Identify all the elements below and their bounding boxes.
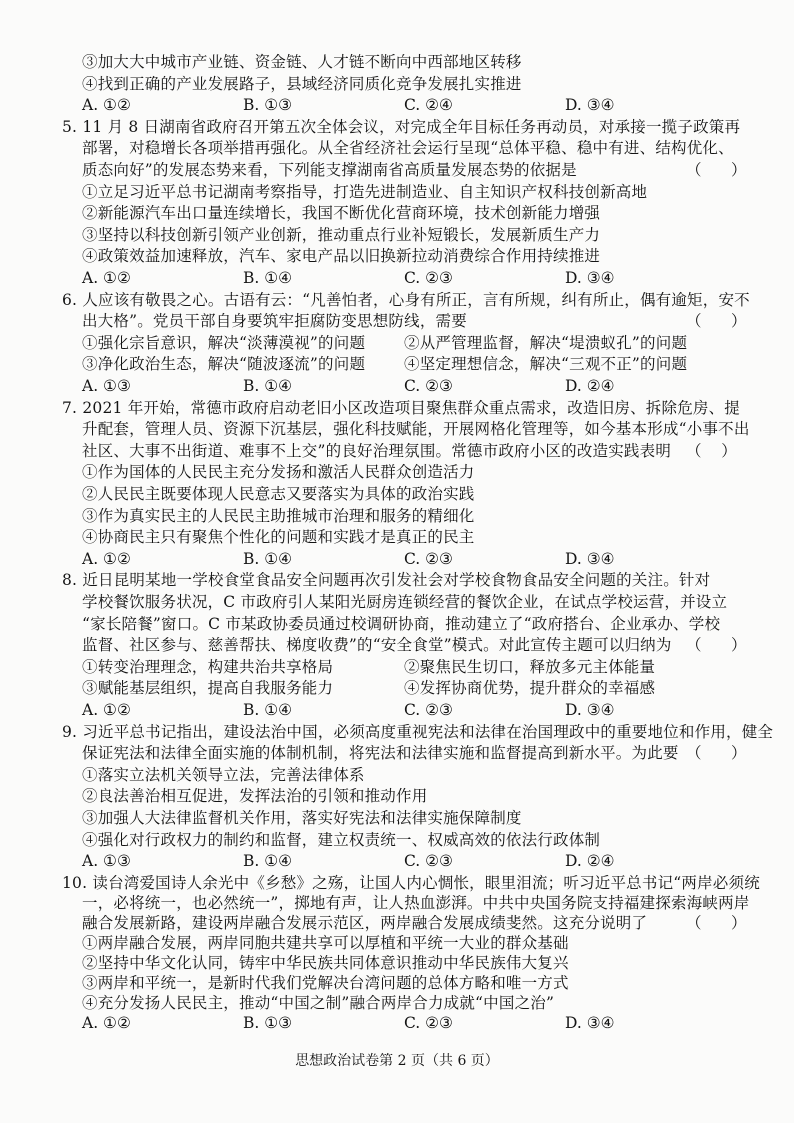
q9-item-3: ③加强人大法律监督机关作用，落实好宪法和法律实施保障制度 — [82, 809, 522, 827]
q4-item-3: ③加大大中城市产业链、资金链、人才链不断向中西部地区转移 — [82, 53, 522, 71]
q9-option-c: C. ②③ — [404, 852, 453, 871]
q10-option-d: D. ③④ — [565, 1013, 615, 1032]
q8-stem-line-3: “家长陪餐”窗口。C 市某政协委员通过校调研协商，推动建立了“政府搭台、企业承办、学校 — [82, 614, 721, 633]
q7-item-2: ②人民民主既要体现人民意志又要落实为具体的政治实践 — [82, 485, 475, 503]
q8-stem-line-1: 8. 近日昆明某地一学校食堂食品安全问题再次引发社会对学校食物食品安全问题的关注。针对 — [62, 571, 711, 590]
q5-option-a: A. ①② — [82, 269, 131, 287]
q7-stem-line-2: 升配套，管理人员、资源下沉基层，强化科技赋能，开展网格化管理等，如今基本形成“小事不出 — [82, 420, 750, 439]
q5-stem-line-3: 质态向好”的发展态势来看，下列能支撑湖南省高质量发展态势的依据是 — [82, 161, 577, 179]
q5-item-2: ②新能源汽车出口量连续增长，我国不断优化营商环境，技术创新能力增强 — [82, 204, 601, 223]
q6-item-2: ②从严管理监督，解决“堤溃蚁孔”的问题 — [404, 333, 688, 352]
q5-stem-line-1: 5. 11 月 8 日湖南省政府召开第五次全体会议，对完成全年目标任务再动员，对承接一揽子政策再 — [62, 117, 741, 136]
q5-item-3: ③坚持以科技创新引领产业创新，推动重点行业补短锻长，发展新质生产力 — [82, 225, 601, 244]
q8-option-b: B. ①④ — [243, 701, 293, 719]
q4-option-c: C. ②④ — [404, 96, 453, 115]
q9-option-d: D. ②④ — [565, 852, 615, 871]
q5-item-4: ④政策效益加速释放，汽车、家电产品以旧换新拉动消费综合作用持续推进 — [82, 247, 601, 266]
q7-item-1: ①作为国体的人民民主充分发扬和激活人民群众创造活力 — [82, 463, 475, 482]
q7-option-a: A. ①② — [82, 549, 131, 568]
page-footer: 思想政治试卷第 2 页（共 6 页） — [295, 1052, 499, 1069]
q5-item-1: ①立足习近平总书记湖南考察指导，打造先进制造业、自主知识产权科技创新高地 — [82, 182, 648, 201]
q5-option-b: B. ①④ — [243, 269, 293, 287]
q6-option-a: A. ①③ — [82, 377, 131, 395]
q6-stem-line-1: 6. 人应该有敬畏之心。古语有云：“凡善怕者，心身有所正，言有所规，纠有所止，偶有逾矩，安不 — [62, 290, 750, 309]
q4-option-a: A. ①② — [82, 96, 131, 115]
q8-answer-paren: （ ） — [686, 636, 747, 655]
q6-option-d: D. ②④ — [565, 377, 615, 395]
q6-stem-line-2: 出大格”。党员干部自身要筑牢拒腐防变思想防线，需要 — [82, 312, 467, 331]
q10-answer-paren: （ ） — [686, 913, 747, 932]
q7-stem-line-1: 7. 2021 年开始，常德市政府启动老旧小区改造项目聚焦群众重点需求，改造旧房、拆除危房、提 — [62, 398, 740, 417]
q9-item-4: ④强化对行政权力的制约和监督，建立权责统一、权威高效的依法行政体制 — [82, 830, 601, 849]
q9-answer-paren: （ ） — [686, 744, 747, 763]
q8-item-2: ②聚焦民生切口，释放多元主体能量 — [404, 657, 656, 676]
q8-option-d: D. ③④ — [565, 701, 615, 719]
q7-option-d: D. ③④ — [565, 549, 615, 568]
q10-stem-line-1: 10. 读台湾爱国诗人余光中《乡愁》之殇，让国人内心惆怅，眼里泪流；听习近平总书记“两岸必须统 — [62, 873, 760, 892]
q6-item-3: ③净化政治生态，解决“随波逐流”的问题 — [82, 355, 366, 374]
q8-option-a: A. ①② — [82, 701, 131, 719]
q6-option-b: B. ①④ — [243, 377, 293, 395]
q4-option-d: D. ③④ — [565, 96, 615, 115]
q9-item-2: ②良法善治相互促进，发挥法治的引领和推动作用 — [82, 787, 428, 806]
q5-stem-line-2: 部署，对稳增长各项举措再强化。从全省经济社会运行呈现“总体平稳、稳中有进、结构优化、 — [82, 139, 734, 158]
q9-option-a: A. ①③ — [82, 852, 131, 871]
q7-item-3: ③作为真实民主的人民民主助推城市治理和服务的精细化 — [82, 506, 475, 525]
q10-stem-line-2: 一，必将统一，也必然统一”，掷地有声，让人热血澎湃。中共中央国务院支持福建探索海峡两岸 — [82, 893, 750, 912]
q10-option-c: C. ②③ — [404, 1013, 453, 1032]
q10-stem-line-3: 融合发展新路，建设两岸融合发展示范区，两岸融合发展成绩斐然。这充分说明了 — [82, 913, 648, 932]
q7-option-c: C. ②③ — [404, 549, 453, 568]
q10-option-a: A. ①② — [82, 1013, 131, 1032]
q6-item-1: ①强化宗旨意识，解决“淡薄漠视”的问题 — [82, 333, 366, 352]
q8-option-c: C. ②③ — [404, 701, 453, 719]
q10-item-4: ④充分发扬人民民主，推动“中国之制”融合两岸合力成就“中国之治” — [82, 993, 555, 1012]
q9-stem-line-2: 保证宪法和法律全面实施的体制机制，将宪法和法律实施和监督提高到新水平。为此要 — [82, 744, 679, 763]
q9-stem-line-1: 9. 习近平总书记指出，建设法治中国，必须高度重视宪法和法律在治国理政中的重要地位和作用，健全 — [62, 722, 774, 741]
q8-stem-line-4: 监督、社区参与、慈善帮扶、梯度收费”的“安全食堂”模式。对此宣传主题可以归纳为 — [82, 636, 672, 655]
q7-option-b: B. ①④ — [243, 549, 293, 568]
q4-item-4: ④找到正确的产业发展路子，县域经济同质化竞争发展扎实推进 — [82, 74, 522, 93]
q10-item-2: ②坚持中华文化认同，铸牢中华民族共同体意识推动中华民族伟大复兴 — [82, 953, 569, 972]
q5-answer-paren: （ ） — [686, 161, 747, 179]
q4-option-b: B. ①③ — [243, 96, 293, 115]
q10-item-1: ①两岸融合发展，两岸同胞共建共享可以厚植和平统一大业的群众基础 — [82, 933, 569, 952]
q10-item-3: ③两岸和平统一，是新时代我们党解决台湾问题的总体方略和唯一方式 — [82, 973, 569, 992]
q9-option-b: B. ①④ — [243, 852, 293, 871]
q5-option-d: D. ③④ — [565, 269, 615, 287]
q10-option-b: B. ①③ — [243, 1013, 293, 1032]
q6-option-c: C. ②③ — [404, 377, 453, 395]
q7-item-4: ④协商民主只有聚焦个性化的问题和实践才是真正的民主 — [82, 528, 475, 547]
q5-option-c: C. ②③ — [404, 269, 453, 287]
q7-stem-line-3: 社区、大事不出街道、难事不上交”的良好治理氛围。常德市政府小区的改造实践表明 — [82, 441, 672, 460]
q9-item-1: ①落实立法机关领导立法，完善法律体系 — [82, 765, 365, 784]
q6-answer-paren: （ ） — [686, 312, 747, 331]
q8-item-4: ④发挥协商优势，提升群众的幸福感 — [404, 679, 656, 698]
q8-item-3: ③赋能基层组织，提高自我服务能力 — [82, 679, 334, 698]
q7-answer-paren: （ ） — [686, 441, 737, 460]
q8-stem-line-2: 学校餐饮服务状况，C 市政府引人某阳光厨房连锁经营的餐饮企业，在试点学校运营，并设立 — [82, 593, 728, 611]
q6-item-4: ④坚定理想信念，解决“三观不正”的问题 — [404, 355, 688, 374]
q8-item-1: ①转变治理理念，构建共治共享格局 — [82, 657, 334, 676]
